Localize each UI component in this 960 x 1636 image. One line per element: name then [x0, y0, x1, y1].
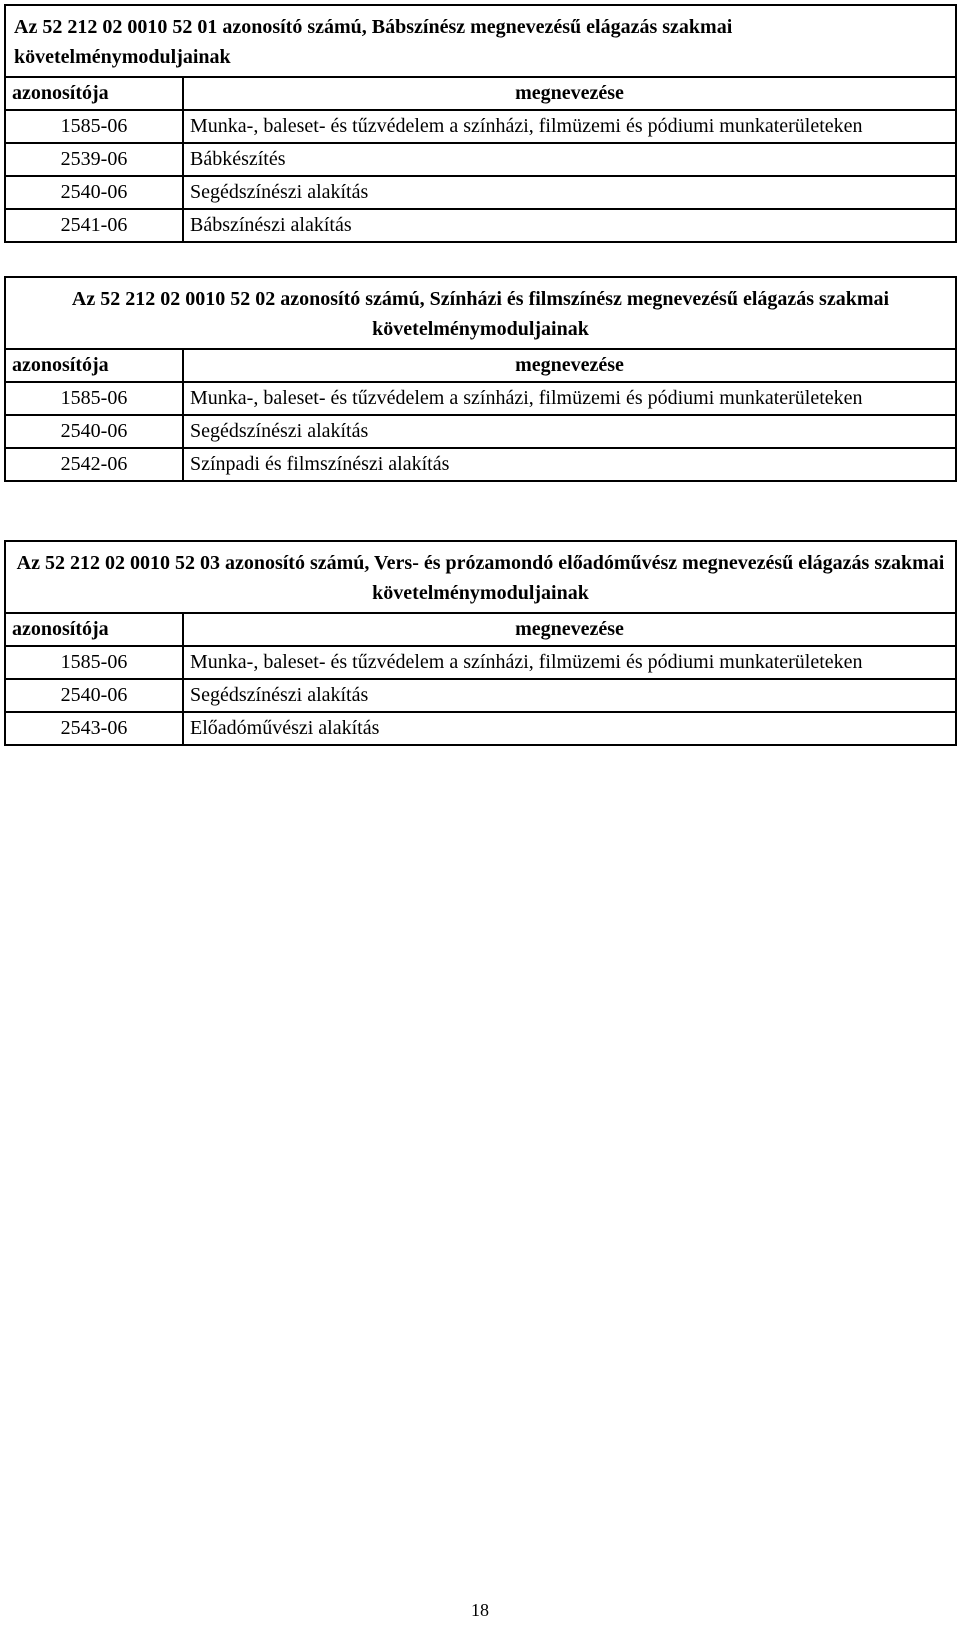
table-row [5, 712, 956, 745]
module-table-2 [4, 276, 957, 482]
column-header-name: megnevezése [183, 77, 956, 110]
column-header-name: megnevezése [183, 349, 956, 382]
table-title: Az 52 212 02 0010 52 03 azonosító számú, Vers- és prózamondó előadóművész megnevezésű elágazás szakmai követelménymoduljainak [5, 541, 956, 613]
module-id: 2542-06 [5, 448, 183, 481]
column-header-name: megnevezése [183, 613, 956, 646]
table-row [5, 382, 956, 415]
module-name: Színpadi és filmszínészi alakítás [183, 448, 956, 481]
table-title: Az 52 212 02 0010 52 02 azonosító számú, Színházi és filmszínész megnevezésű elágazás szakmai követelménymoduljainak [5, 277, 956, 349]
table-row [5, 110, 956, 143]
page-number: 18 [471, 1600, 489, 1620]
module-id: 2539-06 [5, 143, 183, 176]
module-name: Segédszínészi alakítás [183, 176, 956, 209]
module-name: Munka-, baleset- és tűzvédelem a színházi, filmüzemi és pódiumi munkaterületeken [183, 382, 956, 415]
table-row [5, 143, 956, 176]
module-id: 2540-06 [5, 679, 183, 712]
module-id: 2540-06 [5, 415, 183, 448]
module-name: Bábkészítés [183, 143, 956, 176]
table-title: Az 52 212 02 0010 52 01 azonosító számú, Bábszínész megnevezésű elágazás szakmai követelménymoduljainak [5, 5, 956, 77]
table-row [5, 209, 956, 242]
module-id: 1585-06 [5, 110, 183, 143]
table-row [5, 415, 956, 448]
module-id: 2541-06 [5, 209, 183, 242]
module-id: 1585-06 [5, 646, 183, 679]
column-header-id: azonosítója [12, 354, 109, 376]
module-name: Munka-, baleset- és tűzvédelem a színházi, filmüzemi és pódiumi munkaterületeken [183, 646, 956, 679]
module-id: 1585-06 [5, 382, 183, 415]
module-table-3 [4, 540, 957, 746]
module-name: Bábszínészi alakítás [183, 209, 956, 242]
table-row [5, 176, 956, 209]
module-id: 2540-06 [5, 176, 183, 209]
table-row [5, 448, 956, 481]
module-name: Segédszínészi alakítás [183, 415, 956, 448]
table-row [5, 679, 956, 712]
module-name: Segédszínészi alakítás [183, 679, 956, 712]
column-header-id: azonosítója [12, 618, 109, 640]
column-header-id: azonosítója [12, 82, 109, 104]
module-name: Munka-, baleset- és tűzvédelem a színházi, filmüzemi és pódiumi munkaterületeken [183, 110, 956, 143]
table-row [5, 646, 956, 679]
module-id: 2543-06 [5, 712, 183, 745]
module-table-1 [4, 4, 957, 243]
module-name: Előadóművészi alakítás [183, 712, 956, 745]
